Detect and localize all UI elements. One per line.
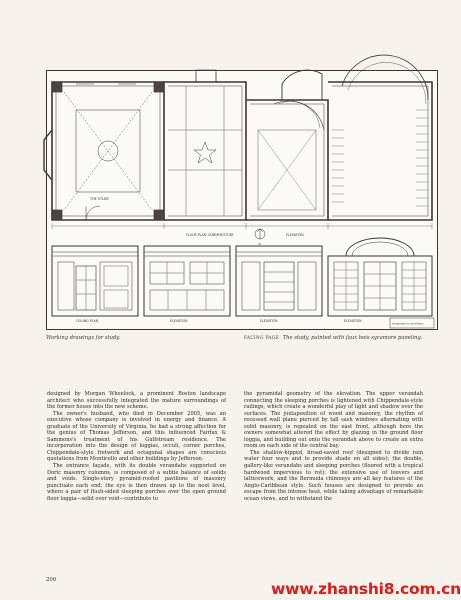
- watermark-url[interactable]: www.zhanshi8.com.cn: [271, 580, 461, 598]
- facing-page-label: FACING PAGE: [244, 335, 280, 340]
- text-column-right: [244, 391, 423, 502]
- drawing-title-plan: FLOOR PLAN: SUMMER/STUDY: [186, 233, 234, 237]
- facing-page-caption: [244, 335, 423, 341]
- paragraph: The owner's husband, who died in December 2005, was an executive whose company is involved in energy and finance. A graduate of the University of Virginia, he had a strong affection for the genius of Thomas Jefferson, and this influenced Fairfax & Sammons's treatment of his Gulfstream residence. The incorporation into the design of loggias, occuli, corner porches, Chippendale-style fretwork and octagonal shapes are conscious quotations from Monticello and other buildings by Jefferson.: [47, 410, 226, 463]
- title-block-text: MORGAN WHEELOCK INCORPORATED: [392, 323, 424, 326]
- north-arrow-label: N: [258, 242, 261, 246]
- drawing-title-ceiling: CEILING PLAN: [76, 319, 99, 323]
- drawing-title-elevation-c: ELEVATION: [260, 319, 278, 323]
- architectural-drawing-sheet: [46, 70, 438, 330]
- drawing-svg: [46, 70, 438, 330]
- paragraph: The entrance façade, with its double verandahs supported on Doric masonry columns, is composed of a subtle balance of solids and voids. Single-story pyramid-roofed pavilions of masonry punctuate each end; the eye is then drawn up to the next level, where a pair of flush-sided sleeping porches over the open ground floor loggia—solid over void—contribute to: [47, 463, 226, 502]
- drawing-title-elevation-d: ELEVATION: [344, 319, 362, 323]
- paragraph: designed by Morgan Wheelock, a prominent Boston landscape architect who successfully integrated the mature surroundings of the former house into the new scheme.: [47, 391, 226, 411]
- page-number: 206: [46, 577, 57, 583]
- drawing-caption: Working drawings for study.: [46, 335, 121, 341]
- facing-page-caption-text: The study, painted with faux bois sycamore paneling.: [282, 335, 423, 341]
- paragraph: The shallow-hipped, broad-eaved roof (designed to divide rain water four ways and to provide shade on all sides); the double, gallery-like verandahs and sleeping porches (floored with a tropical hardwood impervious to rot); the extensive use of louvers and latticework, and the Bermuda chimneys are all key features of the Anglo-Caribbean style. Such houses are designed to provide an escape from the intense heat, while taking advantage of remarkable ocean views, and to withstand the: [244, 449, 423, 502]
- text-column-left: [47, 391, 226, 502]
- drawing-title-elevation-b: ELEVATION: [170, 319, 188, 323]
- plan-label-room: THE STUDY: [90, 197, 110, 201]
- paragraph: the pyramidal geometry of the elevation. The upper verandah connecting the sleeping porches is lightened with Chippendale-style railings, which create a wonderful play of light and shadow over the surfaces. The juxtaposition of wood and masonry, the rhythm of recessed wall plane pierced by tall sash windows alternating with solid masonry, is repeated on the east front, although here the owners somewhat altered the effect by glazing in the ground floor loggia, and building out onto the verandah above to create an extra room on each side of the central bay.: [244, 391, 423, 450]
- drawing-title-elevation-a: ELEVATION: [286, 233, 304, 237]
